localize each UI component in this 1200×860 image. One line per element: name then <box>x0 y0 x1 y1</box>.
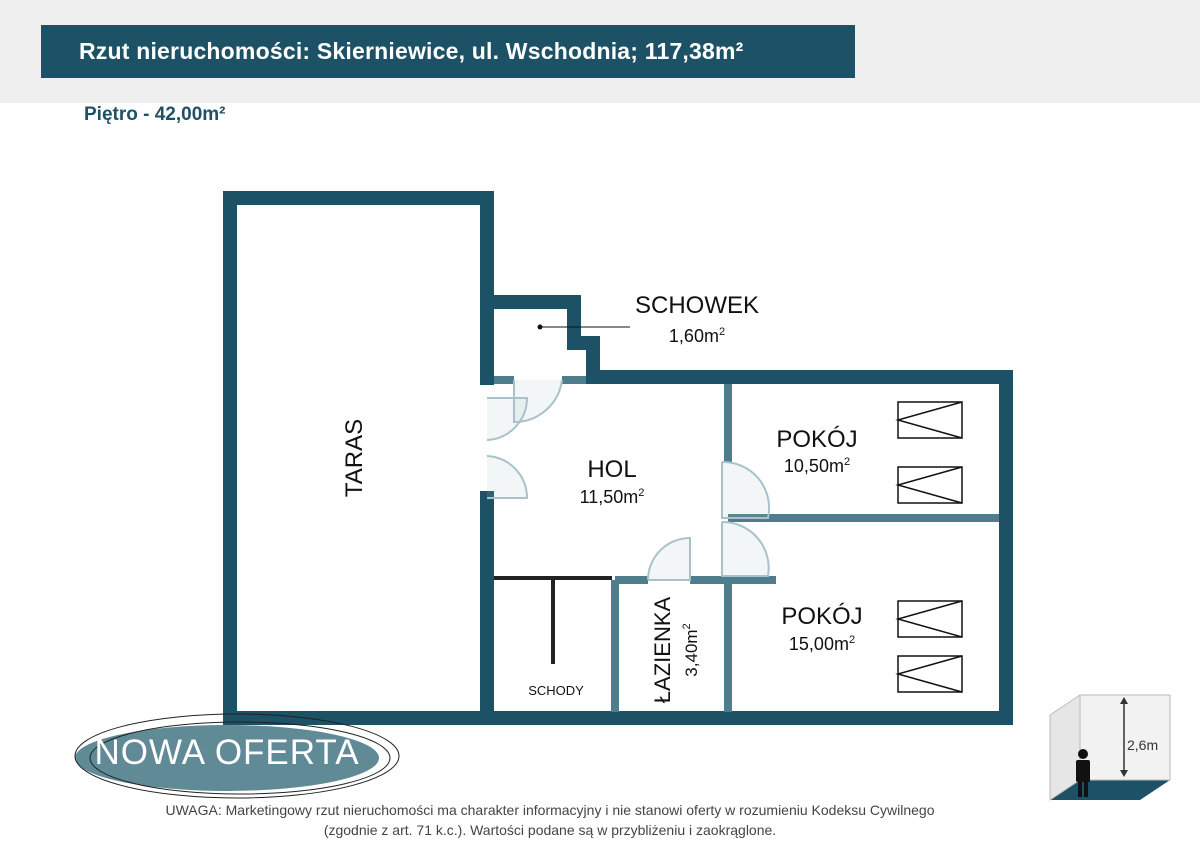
bathroom-door <box>648 538 690 580</box>
terrace-door-lower <box>487 456 527 498</box>
disclaimer <box>40 800 1060 840</box>
room2-door <box>722 522 769 576</box>
terrace-door-upper <box>487 398 527 440</box>
storage-leader <box>538 325 631 330</box>
room1-window-lower <box>898 467 962 503</box>
room2-window-lower <box>898 656 962 692</box>
room1-label: POKÓJ <box>776 426 858 453</box>
ceiling-height-icon <box>1040 690 1180 815</box>
room2-area: $15,00m^2$ <box>788 634 856 654</box>
hall-area: $11,50m^2$ <box>579 487 645 507</box>
ceiling-height-label: 2,6m <box>1127 737 1159 753</box>
disclaimer-line-2: (zgodnie z art. 71 k.c.). Wartości podane są w przybliżeniu i zaokrąglone. <box>323 822 777 838</box>
page-title: Rzut nieruchomości: Skierniewice, ul. Wschodnia; 117,38m² <box>79 38 744 64</box>
room2-label: POKÓJ <box>781 603 863 630</box>
storage-label: SCHOWEK <box>634 292 760 319</box>
storage-area: $1,60m^2$ <box>668 326 726 346</box>
floor-label: Piętro - 42,00m² <box>84 104 226 125</box>
terrace-label: TARAS <box>341 418 368 498</box>
disclaimer-line-1: UWAGA: Marketingowy rzut nieruchomości ma charakter informacyjny i nie stanowi oferty w rozumieniu Kodeksu Cywilnego <box>165 802 935 818</box>
stairs-label: SCHODY <box>528 683 584 698</box>
windows <box>898 402 962 692</box>
stairs-rails <box>494 578 612 664</box>
room1-door <box>722 462 769 518</box>
hall-label: HOL <box>587 456 637 483</box>
room1-window-upper <box>898 402 962 438</box>
bathroom-label: ŁAZIENKA <box>650 596 675 704</box>
badge-text: NOWA OFERTA <box>94 733 360 772</box>
room1-area: $10,50m^2$ <box>783 456 851 476</box>
bathroom-area: $3,40m^2$ <box>681 623 701 677</box>
room2-window-upper <box>898 601 962 637</box>
